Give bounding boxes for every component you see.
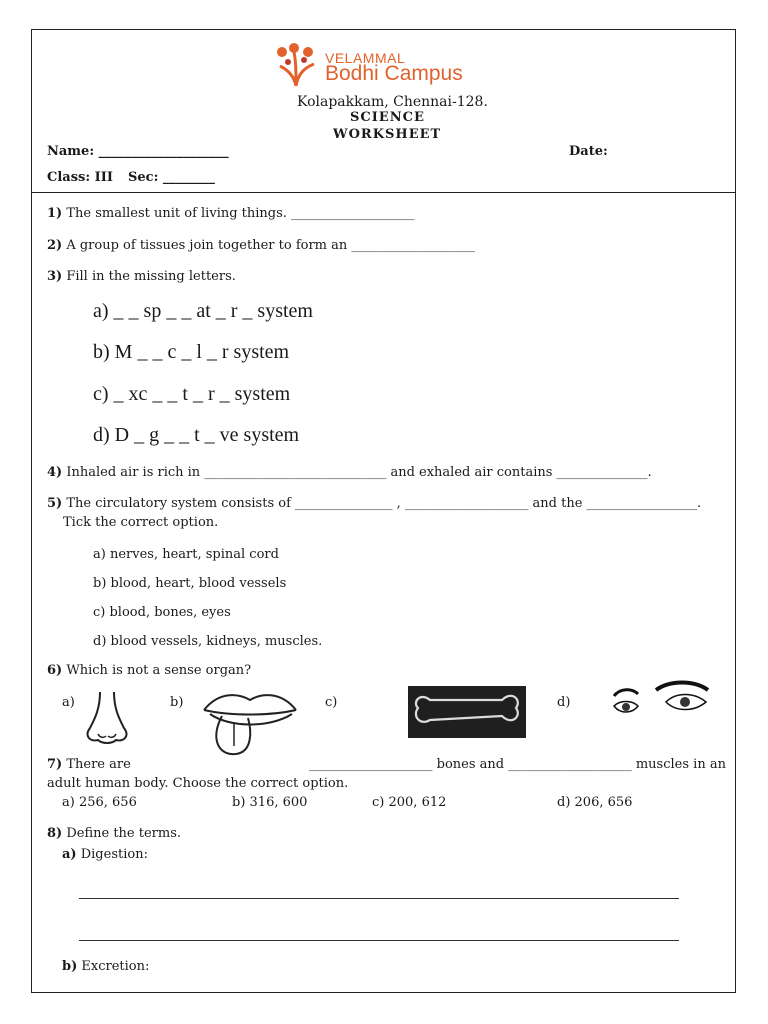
eyes-icon	[610, 680, 714, 724]
section-field: Sec: ________	[128, 170, 215, 185]
question-1	[47, 206, 415, 221]
question-3	[47, 269, 236, 284]
question-text: The circulatory system consists of _______________ , ___________________ and the _________________.	[66, 496, 702, 511]
school-logo-icon	[274, 42, 322, 88]
question-7-blanks: ___________________ bones and ___________________ muscles in an	[309, 757, 726, 772]
question-text: There are	[66, 757, 131, 772]
sub-question-number: b)	[62, 959, 78, 974]
missing-letters-a: a) _ _ sp _ _ at _ r _ system	[93, 300, 313, 322]
school-address: Kolapakkam, Chennai-128.	[297, 94, 488, 110]
bone-icon	[408, 686, 526, 738]
date-field: Date:	[569, 144, 608, 159]
logo-text-big: Bodhi Campus	[325, 62, 463, 85]
tongue-icon	[200, 688, 298, 758]
question-2	[47, 238, 475, 253]
option-b-label: b)	[170, 695, 184, 710]
header-divider	[31, 192, 736, 193]
sub-question-text: Excretion:	[81, 959, 150, 974]
option-b: b) 316, 600	[232, 795, 308, 810]
option-b: b) blood, heart, blood vessels	[93, 576, 287, 591]
missing-letters-c: c) _ xc _ _ t _ r _ system	[93, 383, 291, 405]
class-field: Class: III	[47, 170, 113, 185]
option-a-label: a)	[62, 695, 75, 710]
option-c-label: c)	[325, 695, 338, 710]
question-7	[47, 757, 131, 772]
option-c: c) 200, 612	[372, 795, 447, 810]
missing-letters-d: d) D _ g _ _ t _ ve system	[93, 424, 300, 446]
question-6	[47, 663, 251, 678]
option-a: a) nerves, heart, spinal cord	[93, 547, 279, 562]
question-text: The smallest unit of living things. ___________________	[66, 206, 415, 221]
answer-line	[79, 940, 679, 941]
question-number: 8)	[47, 826, 63, 841]
option-d-label: d)	[557, 695, 571, 710]
sub-question-number: a)	[62, 847, 77, 862]
question-text: A group of tissues join together to form an ___________________	[66, 238, 475, 253]
sub-question-text: Digestion:	[80, 847, 148, 862]
question-number: 2)	[47, 238, 63, 253]
nose-icon	[82, 690, 132, 746]
question-number: 4)	[47, 465, 63, 480]
option-d: d) 206, 656	[557, 795, 633, 810]
question-number: 6)	[47, 663, 63, 678]
question-text: Inhaled air is rich in ____________________________ and exhaled air contains ______________.	[66, 465, 652, 480]
question-text: Define the terms.	[66, 826, 182, 841]
question-4	[47, 465, 652, 480]
define-excretion	[62, 959, 149, 974]
option-a: a) 256, 656	[62, 795, 137, 810]
worksheet-title: WORKSHEET	[333, 127, 442, 142]
question-5-instruction: Tick the correct option.	[63, 515, 219, 530]
question-text: Which is not a sense organ?	[66, 663, 252, 678]
question-number: 3)	[47, 269, 63, 284]
question-5	[47, 496, 701, 511]
question-7-line-2: adult human body. Choose the correct option.	[47, 776, 349, 791]
define-digestion	[62, 847, 148, 862]
question-number: 7)	[47, 757, 63, 772]
question-8	[47, 826, 181, 841]
question-text: Fill in the missing letters.	[66, 269, 236, 284]
subject-title: SCIENCE	[350, 110, 425, 125]
missing-letters-b: b) M _ _ c _ l _ r system	[93, 341, 290, 363]
question-number: 1)	[47, 206, 63, 221]
name-field: Name: ____________________	[47, 144, 229, 159]
logo-text-small: VELAMMAL	[325, 50, 406, 66]
option-d: d) blood vessels, kidneys, muscles.	[93, 634, 323, 649]
question-number: 5)	[47, 496, 63, 511]
answer-line	[79, 898, 679, 899]
option-c: c) blood, bones, eyes	[93, 605, 231, 620]
